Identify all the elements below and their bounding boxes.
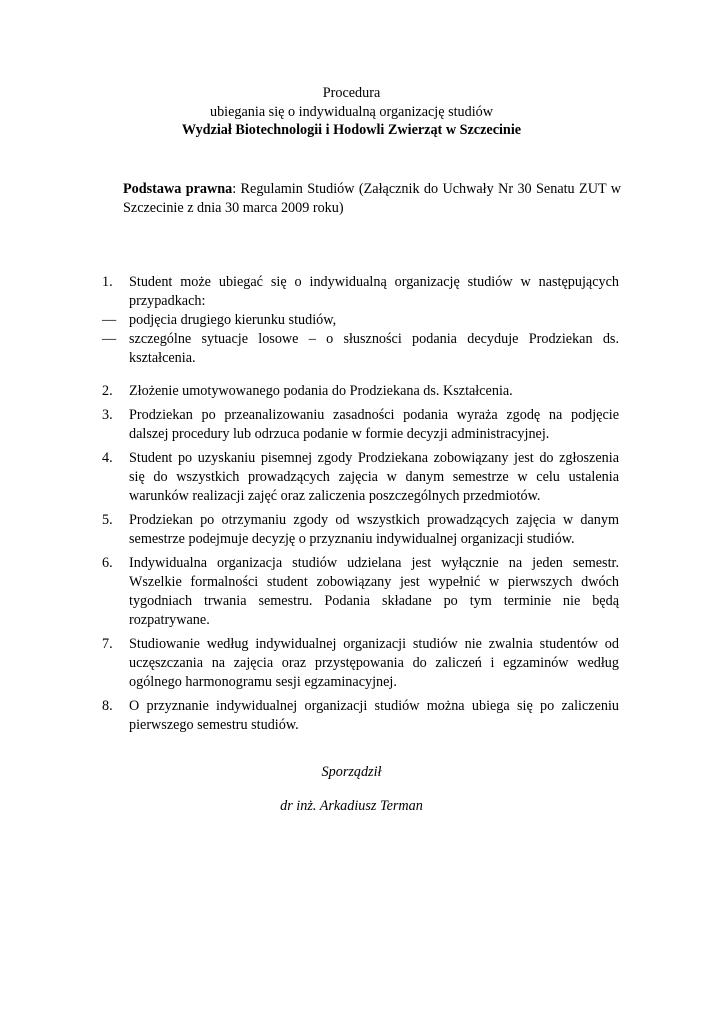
list-item-text: Indywidualna organizacja studiów udzielana jest wyłącznie na jeden semestr. Wszelkie formalności student zobowiązany jest wypełnić w pierwszych dwóch tygodniach trwania semestru. Podania składane po tym terminie nie będą rozpatrywane.: [129, 555, 619, 628]
list-item-number: 1.: [102, 274, 113, 290]
sub-list-item-text: szczególne sytuacje losowe – o słuszności podania decyduje Prodziekan ds. kształcenia.: [129, 331, 619, 366]
legal-basis-text: : Regulamin Studiów (Załącznik do Uchwały Nr 30 Senatu ZUT w Szczecinie z dnia 30 marca 2009 roku): [123, 181, 621, 216]
legal-basis: [123, 180, 621, 218]
list-item-number: 5.: [102, 512, 113, 528]
header-title: Procedura: [322, 85, 381, 101]
legal-basis-label: Podstawa prawna: [123, 181, 233, 197]
header-faculty: Wydział Biotechnologii i Hodowli Zwierząt w Szczecinie: [181, 122, 522, 138]
list-item: [102, 449, 619, 506]
list-item: [102, 273, 619, 311]
dash-bullet: —: [102, 312, 117, 328]
sub-list-item: [102, 311, 619, 330]
list-item-text: Student po uzyskaniu pisemnej zgody Prodziekana zobowiązany jest do zgłoszenia się do wszystkich prowadzących zajęcia w danym semestrze w celu ustalenia warunków realizacji zajęć oraz zaliczenia poszczególnych przedmiotów.: [129, 450, 619, 504]
list-item-text: Prodziekan po otrzymaniu zgody od wszystkich prowadzących zajęcia w danym semestrze podejmuje decyzję o przyznaniu indywidualnej organizacji studiów.: [129, 512, 619, 547]
list-item: [102, 511, 619, 549]
document-header: [0, 84, 703, 140]
list-item-number: 4.: [102, 450, 113, 466]
list-item: [102, 382, 619, 401]
list-item: [102, 697, 619, 735]
sub-list-item-text: podjęcia drugiego kierunku studiów,: [129, 312, 337, 328]
list-item-text: Złożenie umotywowanego podania do Prodziekana ds. Kształcenia.: [129, 383, 513, 399]
header-subtitle: ubiegania się o indywidualną organizację studiów: [209, 103, 493, 120]
dash-bullet: —: [102, 331, 117, 347]
list-item: [102, 554, 619, 630]
list-item: [102, 406, 619, 444]
list-item-text: Student może ubiegać się o indywidualną organizację studiów w następujących przypadkach:: [129, 274, 619, 309]
list-item: [102, 635, 619, 692]
list-item-number: 2.: [102, 383, 113, 399]
procedure-list: [0, 273, 703, 735]
list-item-text: Studiowanie według indywidualnej organizacji studiów nie zwalnia studentów od uczęszczania na zajęcia oraz przystępowania do zaliczeń i egzaminów według ogólnego harmonogramu sesji egzaminacyjnej.: [129, 636, 619, 690]
list-item-text: Prodziekan po przeanalizowaniu zasadności podania wyraża zgodę na podjęcie dalszej procedury lub odrzuca podanie w formie decyzji administracyjnej.: [129, 407, 619, 442]
list-item-text: O przyznanie indywidualnej organizacji studiów można ubiega się po zaliczeniu pierwszego semestru studiów.: [129, 698, 619, 733]
signature-label: Sporządził: [321, 764, 382, 780]
list-item-number: 7.: [102, 636, 113, 652]
sub-list-item: [102, 330, 619, 368]
list-item-number: 6.: [102, 555, 113, 571]
list-item-number: 8.: [102, 698, 113, 714]
signature-name: dr inż. Arkadiusz Terman: [280, 798, 423, 814]
list-item-number: 3.: [102, 407, 113, 423]
